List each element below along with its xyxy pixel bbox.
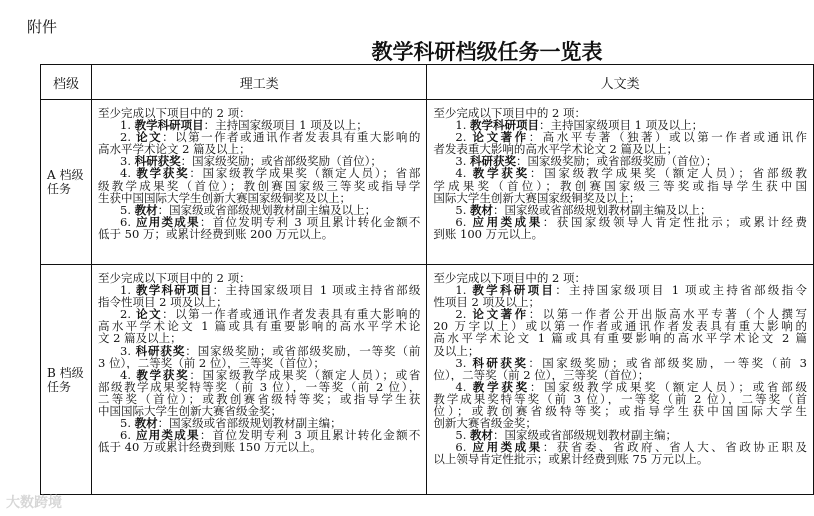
- requirement-line: 创新大赛省级金奖；: [433, 417, 537, 430]
- level-label: A 档级: [47, 168, 84, 182]
- item-text: ：以第一作者公开出版高水平专著（个人撰写: [528, 308, 807, 321]
- requirement-line: [98, 119, 420, 131]
- requirement-intro: 至少完成以下项目中的 2 项：: [433, 272, 587, 285]
- requirement-line: 高水平学术论文 2 篇及以上；: [98, 143, 251, 156]
- requirement-line: [433, 131, 807, 143]
- requirement-line: 高水平学术论文 1 篇或具有重要影响的高水平学术论文 2 篇: [433, 332, 807, 345]
- item-text: ：国家级奖励；或省部级奖励，一等奖（前 3: [528, 356, 807, 369]
- item-number: 5.: [455, 429, 471, 442]
- item-number: 5.: [120, 203, 135, 216]
- item-label: 教学科研项目: [470, 119, 540, 132]
- requirement-line: [433, 119, 807, 131]
- page-title: 教学科研档级任务一览表: [371, 39, 603, 64]
- requirement-line: [433, 155, 807, 167]
- requirement-line: [98, 216, 420, 228]
- item-number: 1.: [455, 284, 473, 297]
- requirement-line: 指令性项目 2 项及以上；: [98, 296, 228, 309]
- table-header-row: [41, 65, 814, 100]
- requirement-line: [433, 167, 807, 179]
- requirement-line: [98, 345, 420, 357]
- requirement-line: 性项目 2 项及以上；: [433, 296, 541, 309]
- requirement-line: [433, 357, 807, 369]
- attachment-label: 附件: [27, 18, 58, 36]
- item-label: 科研获奖: [472, 356, 529, 369]
- item-text: ：国家级奖励；或省部级奖励，一等奖（前: [185, 344, 421, 357]
- item-label: 教学获奖: [472, 167, 530, 180]
- science-cell: [92, 100, 427, 265]
- watermark-logo: 大数跨境: [6, 495, 62, 511]
- item-text: ：国家级或省部级规划教材副主编及以上；: [493, 203, 712, 216]
- requirement-line: 低于 40 万或累计经费到账 150 万元以上。: [98, 441, 322, 454]
- table-row-a: [41, 100, 814, 265]
- requirement-line: 文 2 篇及以上；: [98, 332, 182, 345]
- item-label: 教学科研项目: [472, 284, 556, 297]
- item-label: 论文: [136, 131, 163, 144]
- requirement-line: 级教学成果奖（首位）；教创赛国家级三等奖或指导学: [98, 179, 421, 192]
- requirement-line: [98, 204, 420, 216]
- item-text: ：国家级或省部级规划教材副主编；: [157, 417, 342, 430]
- item-text: ：获省委、省政府、省人大、省政协正职及: [542, 441, 807, 454]
- requirement-line: [98, 131, 420, 143]
- item-label: 科研获奖: [470, 155, 517, 168]
- requirement-line: 位）；或教创赛省级特等奖；或指导学生获中国国际大学生: [433, 405, 807, 418]
- item-text: ：以第一作者或通讯作者发表具有重大影响的: [162, 131, 421, 144]
- item-label: 论文著作: [472, 131, 529, 144]
- requirement-line: 到账 100 万元以上。: [433, 227, 544, 241]
- item-text: ：高水平专著（独著）或以第一作者或通讯作: [528, 131, 807, 144]
- requirement-line: [433, 216, 807, 228]
- level-label: 任务: [47, 182, 72, 196]
- item-text: ：首位发明专利 3 项且累计转化金额不: [199, 429, 421, 442]
- item-text: ：国家级教学成果奖（额定人员）；省部: [189, 167, 421, 180]
- item-number: 6.: [455, 441, 473, 454]
- requirement-line: [98, 167, 420, 179]
- item-label: 应用类成果: [135, 429, 200, 442]
- item-text: ：国家级奖励；或省部级奖励（首位）；: [180, 155, 382, 168]
- item-label: 教学科研项目: [134, 119, 204, 132]
- item-text: ：国家级教学成果奖（额定人员）；或省: [189, 368, 421, 381]
- humanities-cell: [427, 265, 814, 495]
- requirement-intro: 至少完成以下项目中的 2 项：: [98, 107, 251, 120]
- item-text: ：国家级教学成果奖（额定人员）；省部级教: [529, 167, 807, 180]
- item-number: 1.: [455, 119, 471, 132]
- level-label: 任务: [47, 379, 72, 394]
- level-cell: [41, 265, 92, 495]
- requirement-line: [433, 284, 807, 296]
- requirement-line: 及以上；: [433, 344, 480, 357]
- task-table: [40, 64, 814, 495]
- level-label: B 档级: [47, 365, 84, 380]
- requirement-line: 生获中国国际大学生创新大赛国家级铜奖及以上；: [98, 191, 352, 204]
- header-humanities: 人文类: [427, 65, 814, 100]
- requirement-line: [433, 441, 807, 453]
- requirement-line: 以上领导肯定性批示；或累计经费到账 75 万元以上。: [433, 453, 709, 466]
- item-number: 4.: [455, 167, 473, 180]
- requirement-line: [433, 429, 807, 441]
- requirement-line: [98, 284, 420, 296]
- item-label: 教材: [470, 429, 494, 442]
- item-number: 6.: [120, 429, 136, 442]
- item-label: 教学获奖: [136, 368, 190, 381]
- requirement-line: 3 位），二等奖（前 2 位），三等奖（首位）；: [98, 356, 325, 369]
- requirement-line: [98, 308, 420, 320]
- item-number: 1.: [120, 284, 136, 297]
- item-number: 2.: [120, 131, 137, 144]
- item-number: 2.: [455, 308, 473, 321]
- item-label: 论文: [136, 308, 163, 321]
- requirement-line: 学成果奖（首位）；教创赛国家级三等奖或指导学生获中国: [433, 179, 807, 192]
- requirement-line: 者发表重大影响的高水平学术论文 2 篇及以上；: [433, 143, 679, 156]
- requirement-line: [433, 308, 807, 320]
- requirement-line: 20 万字以上）或以第一作者或通讯作者发表具有重大影响的: [433, 320, 807, 333]
- requirement-line: 低于 50 万；或累计经费到账 200 万元以上。: [98, 227, 334, 241]
- item-number: 2.: [455, 131, 473, 144]
- requirement-line: [98, 429, 420, 441]
- table-row-b: [41, 265, 814, 495]
- header-science: 理工类: [92, 65, 427, 100]
- humanities-cell: [427, 100, 814, 265]
- item-text: ：主持国家级项目 1 项或主持省部级指令: [555, 284, 807, 297]
- requirement-line: [98, 155, 420, 167]
- item-number: 4.: [455, 380, 473, 393]
- item-number: 4.: [120, 368, 137, 381]
- requirement-line: [433, 381, 807, 393]
- item-label: 科研获奖: [134, 155, 181, 168]
- item-number: 3.: [120, 344, 136, 357]
- item-number: 3.: [455, 155, 471, 168]
- requirement-line: 部级教学成果奖特等奖（前 3 位），一等奖（前 2 位），: [98, 380, 421, 393]
- item-label: 教学获奖: [472, 380, 530, 393]
- item-label: 教材: [470, 203, 494, 216]
- item-label: 论文著作: [472, 308, 529, 321]
- item-text: ：主持国家级项目 1 项及以上；: [203, 119, 368, 132]
- item-text: ：国家级或省部级规划教材副主编；: [493, 429, 678, 442]
- requirement-line: 国际大学生创新大赛国家级铜奖及以上；: [433, 191, 641, 204]
- item-label: 应用类成果: [472, 441, 543, 454]
- item-number: 1.: [120, 119, 135, 132]
- header-level: 档级: [41, 65, 92, 100]
- item-number: 6.: [120, 215, 136, 228]
- item-label: 教学获奖: [136, 167, 190, 180]
- requirement-line: 高水平学术论文 1 篇或具有重要影响的高水平学术论: [98, 320, 421, 333]
- requirement-line: [433, 204, 807, 216]
- item-text: ：国家级奖励；或省部级奖励（首位）；: [516, 155, 718, 168]
- item-number: 3.: [120, 155, 135, 168]
- item-text: ：主持国家级项目 1 项或主持省部级: [212, 284, 421, 297]
- item-text: ：主持国家级项目 1 项及以上；: [539, 119, 704, 132]
- requirement-line: [98, 417, 420, 429]
- requirement-intro: 至少完成以下项目中的 2 项：: [433, 107, 587, 120]
- item-number: 5.: [455, 203, 471, 216]
- item-label: 应用类成果: [135, 215, 200, 228]
- item-text: ：国家级或省部级规划教材副主编及以上；: [157, 203, 377, 216]
- item-number: 4.: [120, 167, 137, 180]
- item-label: 教学科研项目: [135, 284, 213, 297]
- item-number: 6.: [455, 215, 473, 228]
- requirement-line: [98, 369, 420, 381]
- requirement-intro: 至少完成以下项目中的 2 项：: [98, 272, 251, 285]
- requirement-line: 教学成果奖特等奖（前 3 位），一等奖（前 2 位），二等奖（首: [433, 392, 807, 406]
- item-text: ：国家级教学成果奖（额定人员）；或省部级: [529, 380, 807, 393]
- item-text: ：以第一作者或通讯作者发表具有重大影响的: [162, 308, 421, 321]
- requirement-line: 二等奖（首位）；或教创赛省级特等奖；或指导学生获: [98, 392, 421, 406]
- item-text: ：获国家级领导人肯定性批示；或累计经费: [542, 215, 807, 228]
- item-number: 3.: [455, 356, 473, 369]
- item-number: 2.: [120, 308, 137, 321]
- requirement-line: 位），二等奖（前 2 位），三等奖（首位）；: [433, 368, 650, 381]
- requirement-line: 中国国际大学生创新大赛省级金奖；: [98, 405, 283, 418]
- science-cell: [92, 265, 427, 495]
- item-number: 5.: [120, 417, 135, 430]
- item-label: 教材: [134, 417, 158, 430]
- item-label: 教材: [134, 203, 158, 216]
- item-label: 应用类成果: [472, 215, 543, 228]
- level-cell: [41, 100, 92, 265]
- item-label: 科研获奖: [135, 344, 186, 357]
- item-text: ：首位发明专利 3 项且累计转化金额不: [199, 215, 421, 228]
